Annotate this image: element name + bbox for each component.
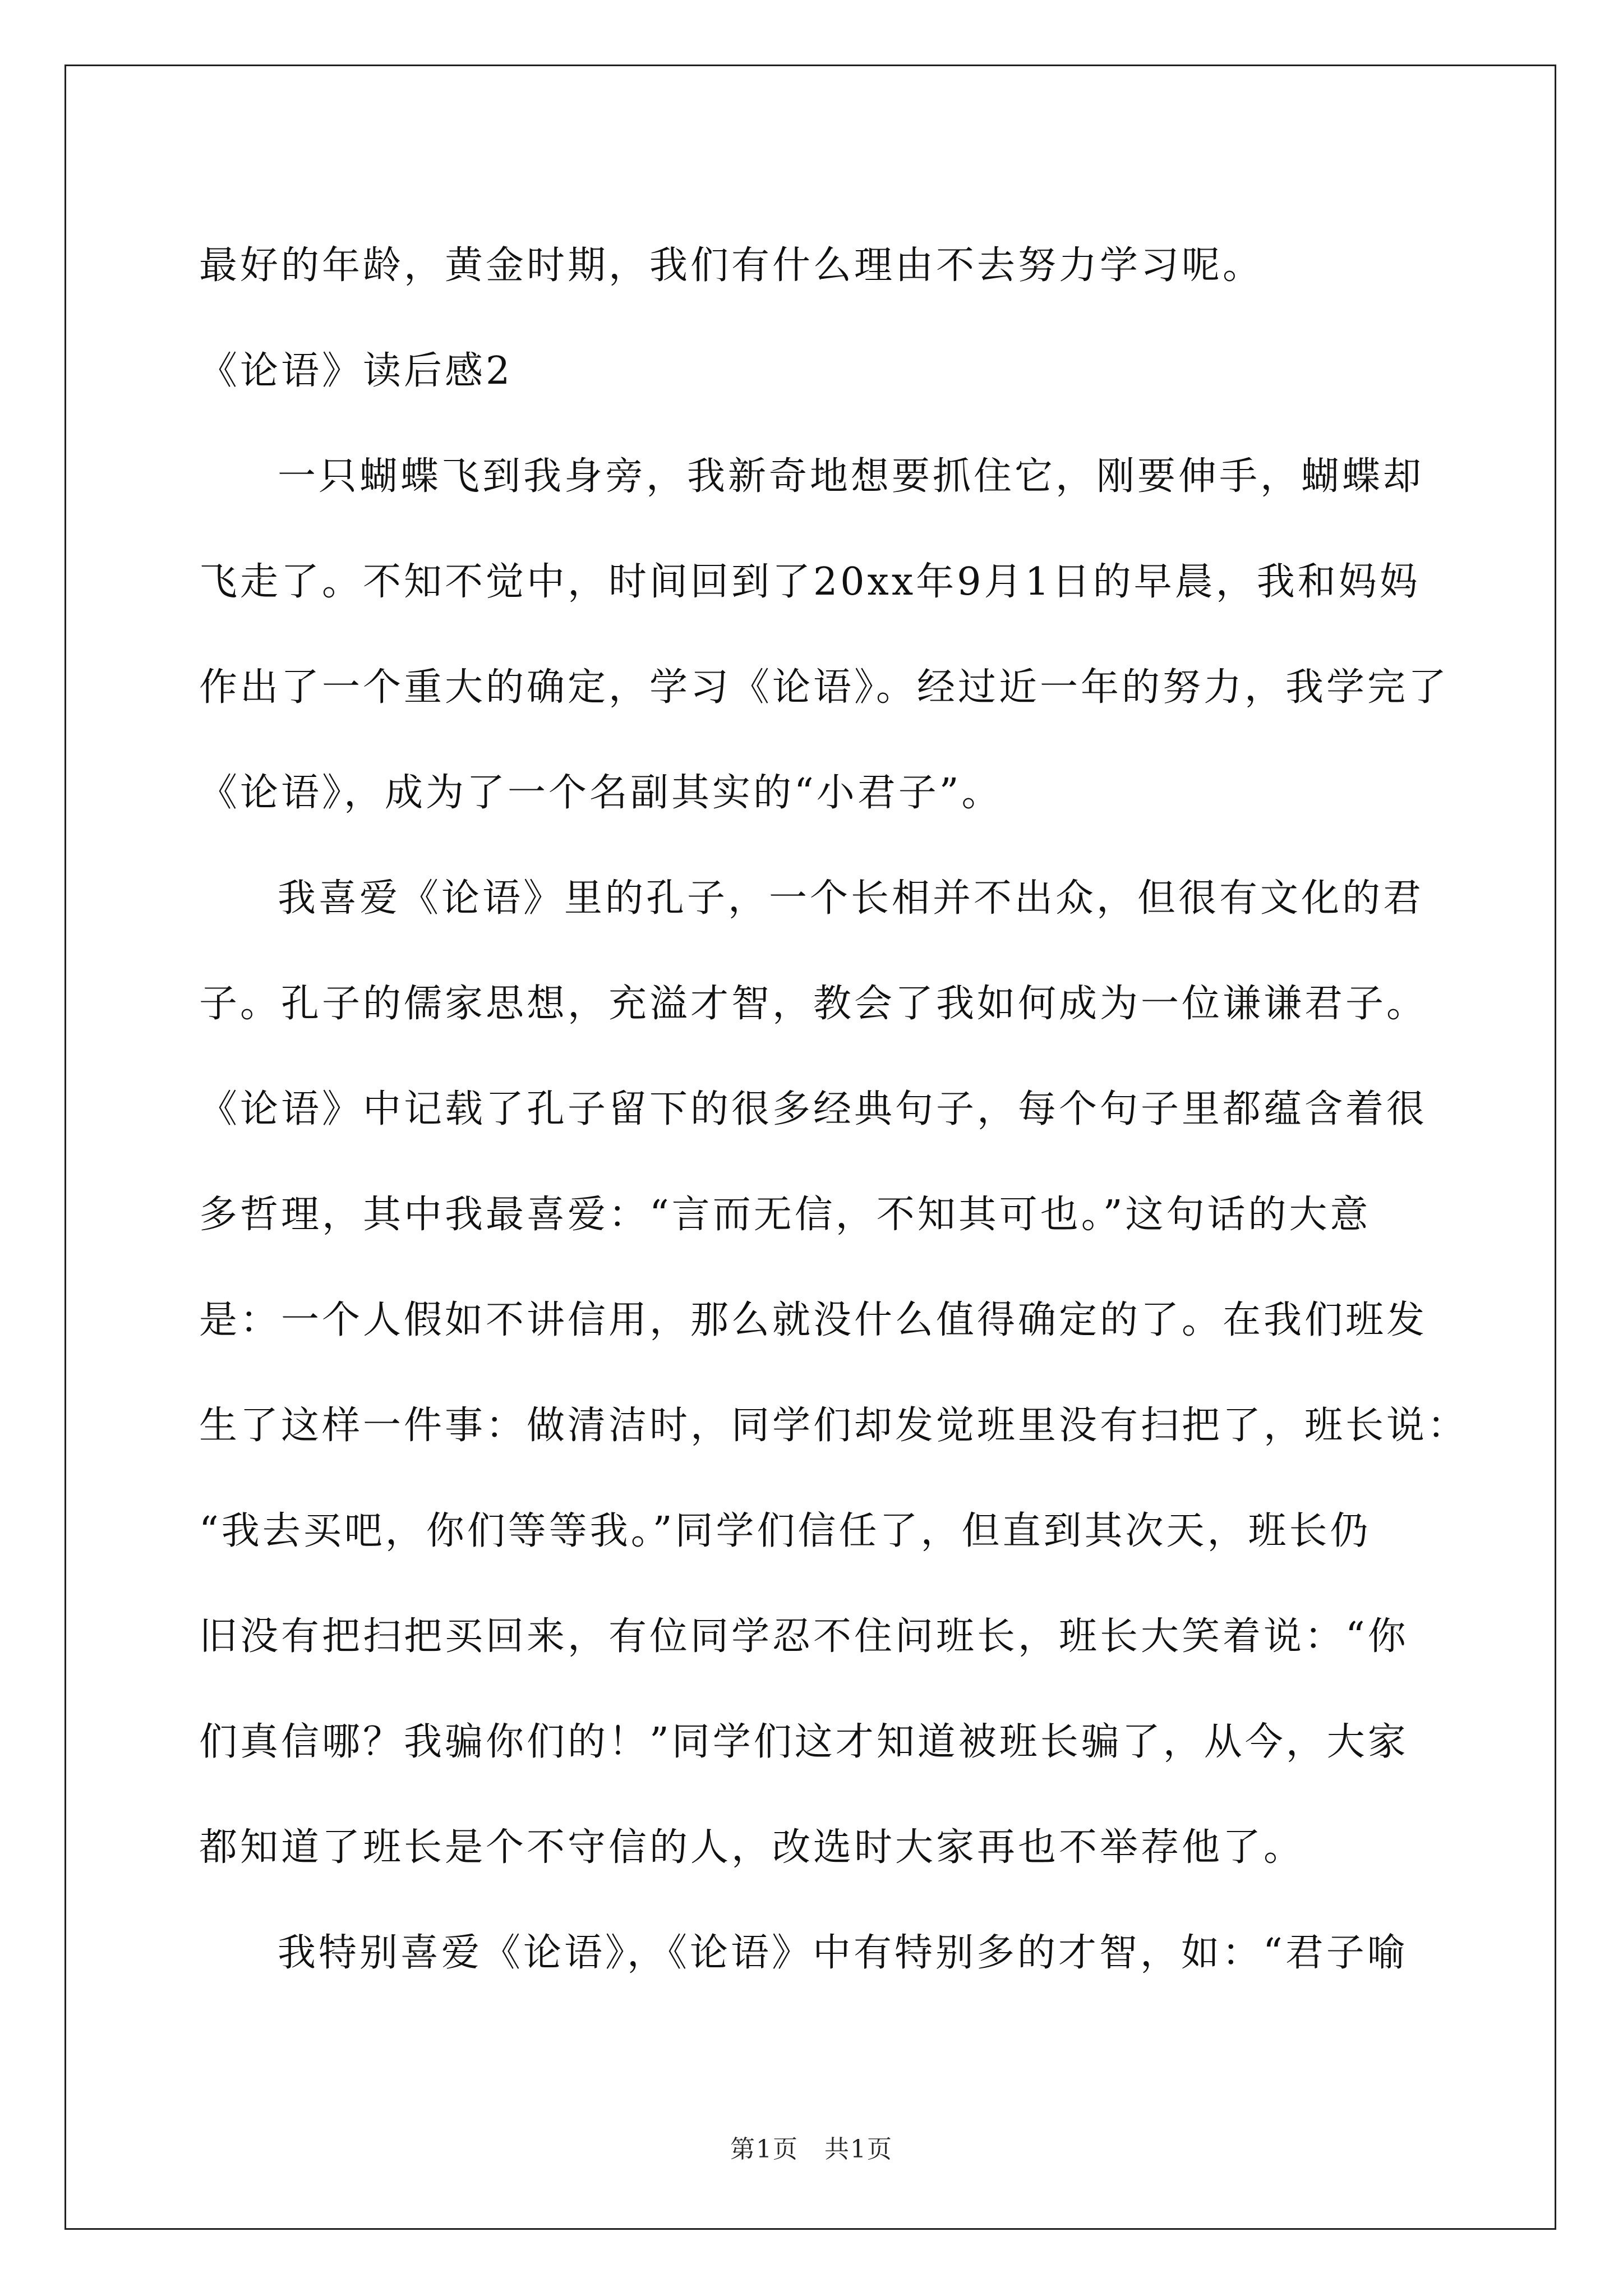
text-line: 旧没有把扫把买回来，有位同学忍不住问班长，班长大笑着说：“你 [199,1614,1409,1659]
text-line: 《论语》，成为了一个名副其实的“小君子”。 [199,771,1003,815]
document-body [199,213,1469,2006]
paragraph-first-line: 我喜爱《论语》里的孔子，一个长相并不出众，但很有文化的君 [278,876,1424,921]
text-line: “我去买吧，你们等等我。”同学们信任了，但直到其次天，班长仍 [199,1509,1371,1553]
text-line: 多哲理，其中我最喜爱：“言而无信，不知其可也。”这句话的大意 [199,1193,1371,1237]
text-line: 子。孔子的儒家思想，充溢才智，教会了我如何成为一位谦谦君子。 [199,982,1428,1026]
text-line: 飞走了。不知不觉中，时间回到了20xx年9月1日的早晨，我和妈妈 [199,560,1421,604]
text-line: 最好的年龄，黄金时期，我们有什么理由不去努力学习呢。 [199,243,1264,288]
text-line: 都知道了班长是个不守信的人，改选时大家再也不举荐他了。 [199,1825,1305,1870]
paragraph-first-line: 一只蝴蝶飞到我身旁，我新奇地想要抓住它，刚要伸手，蝴蝶却 [278,454,1424,499]
page-number-footer: 第1页 共1页 [730,2135,893,2164]
section-heading: 《论语》读后感2 [199,349,513,393]
text-line: 作出了一个重大的确定，学习《论语》。经过近一年的努力，我学完了 [199,665,1450,710]
paragraph-first-line: 我特别喜爱《论语》，《论语》中有特别多的才智，如：“君子喻 [278,1931,1408,1975]
text-line: 生了这样一件事：做清洁时，同学们却发觉班里没有扫把了，班长说： [199,1404,1469,1448]
text-line: 们真信哪？我骗你们的！”同学们这才知道被班长骗了，从今，大家 [199,1720,1409,1764]
text-line: 是：一个人假如不讲信用，那么就没什么值得确定的了。在我们班发 [199,1298,1428,1342]
text-line: 《论语》中记载了孔子留下的很多经典句子，每个句子里都蕴含着很 [199,1087,1428,1131]
